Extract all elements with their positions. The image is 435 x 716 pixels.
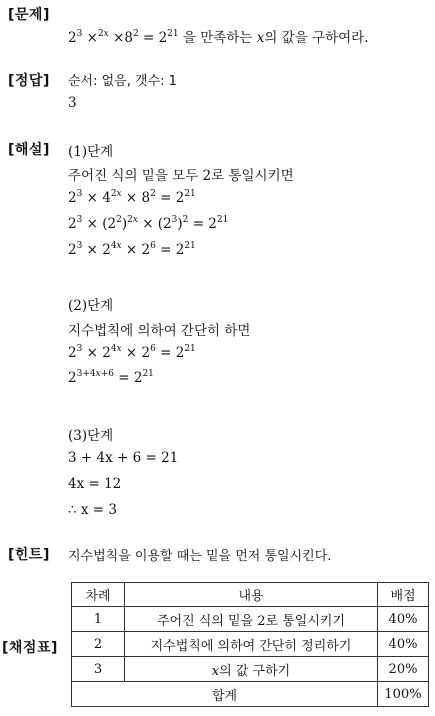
problem-variable: x — [256, 30, 265, 46]
row-content — [125, 657, 378, 682]
hint-label: [힌트] — [8, 547, 50, 563]
problem-text-end: 의 값을 구하여라. — [264, 30, 369, 46]
step3-title: (3)단계 — [68, 428, 114, 444]
row-points: 40% — [378, 607, 429, 632]
step1-eq3: $2^3 \times 2^{4x} \times 2^6 = 2^{21}$ — [68, 240, 196, 258]
solution-label: [해설] — [8, 142, 50, 158]
table-row — [72, 632, 429, 657]
step3-eq1: 3 + 4x + 6 = 21 — [68, 450, 179, 466]
row-points: 40% — [378, 632, 429, 657]
row-order: 1 — [72, 607, 125, 632]
row-order: 3 — [72, 657, 125, 682]
table-row — [72, 607, 429, 632]
header-content: 내용 — [125, 583, 378, 607]
total-points: 100% — [378, 682, 429, 707]
step1-text: 주어진 식의 밑을 모두 2로 통일시키면 — [68, 168, 294, 184]
step1-eq2: $2^3 \times (2^2)^{2x} \times (2^3)^2 = 2^{21}$ — [68, 214, 229, 232]
problem-label: [문제] — [8, 7, 50, 23]
row-content: 지수법칙에 의하여 간단히 정리하기 — [125, 632, 378, 657]
scoring-label: [채점표] — [2, 640, 58, 656]
row-content-text: 의 값 구하기 — [219, 663, 291, 679]
step1-eq1: $2^3 \times 4^{2x} \times 8^2 = 2^{21}$ — [68, 188, 196, 206]
step2-eq2: $2^{3+4x+6} = 2^{21}$ — [68, 368, 154, 386]
row-points: 20% — [378, 657, 429, 682]
hint-text: 지수법칙을 이용할 때는 밑을 먼저 통일시킨다. — [68, 549, 332, 564]
step3-eq2: 4x = 12 — [68, 476, 122, 492]
row-variable: x — [211, 663, 220, 679]
table-total-row — [72, 682, 429, 707]
header-order: 차례 — [72, 583, 125, 607]
header-points: 배점 — [378, 583, 429, 607]
scoring-header-row — [72, 583, 429, 607]
step1-title: (1)단계 — [68, 144, 114, 160]
problem-text: 을 만족하는 — [182, 30, 253, 46]
step3-eq3: ∴ x = 3 — [68, 502, 117, 518]
table-row — [72, 657, 429, 682]
total-label: 합계 — [72, 682, 378, 707]
problem-statement: $2^3 \times^{2x} \times 8^2 = 2^{21}$ 을 만족하는 x의 값을 구하여라. — [68, 28, 369, 46]
step2-text: 지수법칙에 의하여 간단히 하면 — [68, 323, 251, 339]
answer-label: [정답] — [8, 73, 50, 89]
step2-eq1: $2^3 \times 2^{4x} \times 2^6 = 2^{21}$ — [68, 343, 196, 361]
row-content: 주어진 식의 밑을 2로 통일시키기 — [125, 607, 378, 632]
answer-order-line: 순서: 없음, 갯수: 1 — [68, 74, 177, 89]
scoring-table — [71, 582, 429, 707]
row-order: 2 — [72, 632, 125, 657]
answer-value: 3 — [68, 95, 77, 111]
step2-title: (2)단계 — [68, 298, 114, 314]
